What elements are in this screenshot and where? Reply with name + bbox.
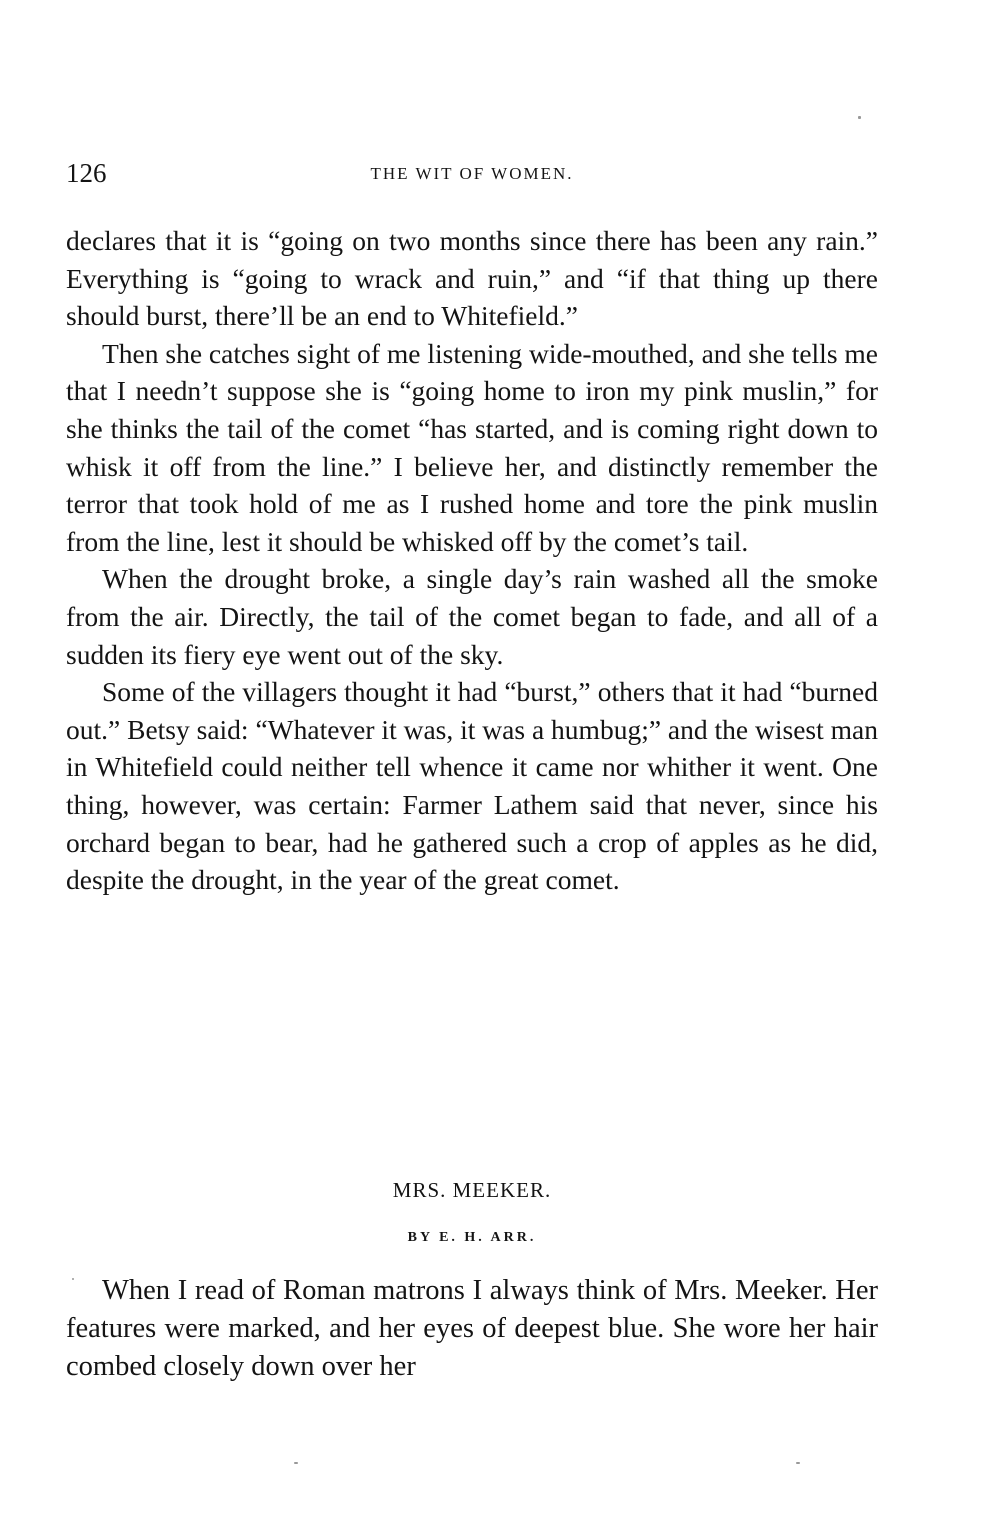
body-text [66,222,878,899]
page-header [66,156,878,190]
print-speck [72,1278,74,1280]
print-speck [796,1462,800,1464]
paragraph: Some of the villagers thought it had “burst,” others that it had “burned out.” Betsy said: “Whatever it was, it was a humbug;” and the wisest man in Whitefield could neither tell whence it came nor whither it went. One thing, however, was certain: Farmer Lathem said that never, since his orchard began to bear, had he gathered such a crop of apples as he did, despite the drought, in the year of the great comet. [66,676,878,896]
byline: BY E. H. ARR. [407,1230,537,1245]
paragraph: When I read of Roman matrons I always think of Mrs. Meeker. Her features were marked, and her eyes of deepest blue. She wore her hair combed closely down over her [66,1275,878,1382]
paragraph: declares that it is “going on two months since there has been any rain.” Everything is “going to wrack and ruin,” and “if that thing up there should burst, there’ll be an end to Whitefield.” [66,225,878,332]
print-speck [294,1462,298,1464]
paragraph: Then she catches sight of me listening wide-mouthed, and she tells me that I needn’t suppose she is “going home to iron my pink muslin,” for she thinks the tail of the comet “has started, and is coming right down to whisk it off from the line.” I believe her, and distinctly remember the terror that took hold of me as I rushed home and tore the pink muslin from the line, lest it should be whisked off by the comet’s tail. [66,337,878,557]
section-title: MRS. MEEKER. [392,1178,552,1202]
print-speck [858,116,861,119]
running-head: THE WIT OF WOMEN. [370,164,574,183]
page-number: 126 [66,158,107,188]
article-text [66,1272,878,1386]
paragraph: When the drought broke, a single day’s rain washed all the smoke from the air. Directly, the tail of the comet began to fade, and all of a sudden its fiery eye went out of the sky. [66,563,878,670]
